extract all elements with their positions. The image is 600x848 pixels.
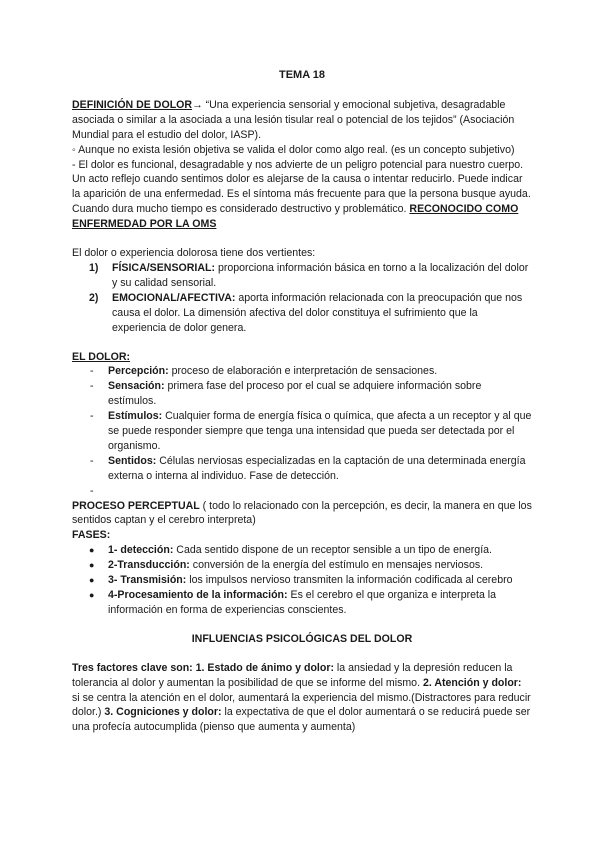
- aspect-number: 2): [89, 291, 99, 304]
- item-label: Sentidos:: [108, 454, 157, 467]
- oms-emphasis: RECONOCIDO COMO ENFERMEDAD POR LA OMS: [72, 203, 519, 231]
- item-text: Células nerviosas especializadas en la captación de una determinada energía externa o interna al individuo. Fase de detección.: [108, 454, 526, 482]
- factor-1-label: Tres factores clave son: 1. Estado de ánimo y dolor:: [72, 661, 334, 674]
- influencias-paragraph: [72, 661, 532, 736]
- fase-text: conversión de la energía del estímulo en mensajes nerviosos.: [189, 559, 484, 572]
- aspect-item-emocional: [72, 291, 532, 336]
- aspect-label: EMOCIONAL/AFECTIVA:: [112, 291, 236, 304]
- aspect-text: proporciona información básica en torno a la localización del dolor y su calidad sensorial.: [112, 261, 529, 289]
- factor-3-label: 3. Cogniciones y dolor:: [104, 706, 222, 719]
- fase-label: 3- Transmisión:: [108, 574, 187, 587]
- fase-text: Cada sentido dispone de un receptor sensible a un tipo de energía.: [173, 544, 492, 557]
- proceso-paragraph: [72, 499, 532, 529]
- item-label: Estímulos:: [108, 410, 163, 423]
- item-label: Percepción:: [108, 365, 169, 378]
- fase-item-transmision: ● 3- Transmisión: los impulsos nervioso transmiten la información codificada al cerebro: [89, 574, 513, 587]
- list-item-estimulos: - Estímulos: Cualquier forma de energía física o química, que afecta a un receptor y al que se puede responder siempre que tenga una intensidad que pueda ser detectada por el organismo.: [90, 410, 532, 452]
- aspect-number: 1): [89, 261, 99, 274]
- aspect-text: aporta información relacionada con la preocupación que nos causa el dolor. La dimensión afectiva del dolor constituya el sufrimiento que la experiencia de dolor genera.: [112, 291, 523, 334]
- factor-2-text: si se centra la atención en el dolor, aumentará la experiencia del mismo.(Distractores para reducir dolor.): [72, 691, 531, 719]
- aspects-intro: El dolor o experiencia dolorosa tiene dos vertientes:: [72, 247, 316, 260]
- factor-1-text: la ansiedad y la depresión reducen la tolerancia al dolor y aumentan la posibilidad de que se informe del mismo.: [72, 661, 513, 689]
- proceso-label: PROCESO PERCEPTUAL: [72, 499, 200, 512]
- el-dolor-heading: EL DOLOR:: [72, 350, 131, 363]
- document-page: [72, 68, 532, 735]
- definition-body-text: - El dolor es funcional, desagradable y nos advierte de un peligro potencial para nuestro cuerpo. Un acto reflejo cuando sentimos dolor es alejarse de la causa o intentar reducirlo. Puede indicar la aparición de una enfermedad. Es el síntoma más frecuente para que la persona busque ayuda. Cuando dura mucho tiempo es considerado destructivo y problemático.: [72, 158, 531, 216]
- document-title: TEMA 18: [278, 69, 326, 81]
- fases-list: [72, 543, 532, 618]
- item-text: Cualquier forma de energía física o química, que afecta a un receptor y al que se puede responder siempre que tenga una intensidad que pueda ser detectada por el organismo.: [108, 410, 532, 452]
- definition-paragraph: [72, 98, 532, 143]
- fase-item-deteccion: ● 1- detección: Cada sentido dispone de un receptor sensible a un tipo de energía.: [89, 544, 492, 557]
- el-dolor-list: [72, 364, 532, 498]
- aspect-label: FÍSICA/SENSORIAL:: [112, 261, 215, 274]
- fase-text: los impulsos nervioso transmiten la información codificada al cerebro: [186, 574, 513, 587]
- fases-heading: [72, 528, 532, 543]
- proceso-text: ( todo lo relacionado con la percepción, es decir, la manera en que los sentidos captan y el cerebro interpreta): [72, 499, 532, 527]
- factor-3-text: la expectativa de que el dolor aumentará o se reducirá puede ser una profecía autocumplida (pienso que aumenta y aumenta): [72, 706, 531, 734]
- fase-text: Es el cerebro el que organiza e interpreta la información en forma de experiencias conscientes.: [108, 589, 497, 616]
- fase-label: 4-Procesamiento de la información:: [108, 589, 288, 601]
- list-item-sensacion: - Sensación: primera fase del proceso por el cual se adquiere información sobre estímulos.: [90, 380, 482, 408]
- fase-label: 1- detección:: [108, 544, 174, 557]
- definition-label: DEFINICIÓN DE DOLOR: [72, 98, 193, 111]
- list-item-empty: -: [90, 484, 94, 497]
- item-text: primera fase del proceso por el cual se adquiere información sobre estímulos.: [108, 380, 482, 408]
- item-label: Sensación:: [108, 380, 165, 393]
- influencias-heading: INFLUENCIAS PSICOLÓGICAS DEL DOLOR: [191, 632, 413, 645]
- definition-note: ◦ Aunque no exista lesión objetiva se valida el dolor como algo real. (es un concepto subjetivo): [72, 143, 515, 156]
- aspect-item-fisica: [72, 261, 532, 291]
- list-item-sentidos: - Sentidos: Células nerviosas especializadas en la captación de una determinada energía externa o interna al individuo. Fase de detección.: [90, 454, 526, 482]
- fase-item-transduccion: ● 2-Transducción: conversión de la energía del estímulo en mensajes nerviosos.: [89, 559, 484, 572]
- list-item-percepcion: - Percepción: proceso de elaboración e interpretación de sensaciones.: [90, 365, 438, 378]
- aspects-list: [72, 261, 532, 336]
- definition-quote: “Una experiencia sensorial y emocional subjetiva, desagradable asociada o similar a la asociada a una lesión tisular real o potencial de los tejidos” (Asociación Mundial para el estudio del dolor, IASP).: [72, 98, 515, 141]
- item-text: proceso de elaboración e interpretación de sensaciones.: [168, 365, 438, 378]
- definition-body: [72, 158, 532, 233]
- factor-2-label: 2. Atención y dolor:: [422, 676, 522, 689]
- fase-item-procesamiento: ● 4-Procesamiento de la información: Es el cerebro el que organiza e interpreta la información en forma de experiencias conscientes.: [89, 589, 497, 616]
- fases-label: FASES:: [72, 529, 111, 542]
- fase-label: 2-Transducción:: [108, 559, 190, 572]
- arrow-glyph: →: [192, 98, 203, 111]
